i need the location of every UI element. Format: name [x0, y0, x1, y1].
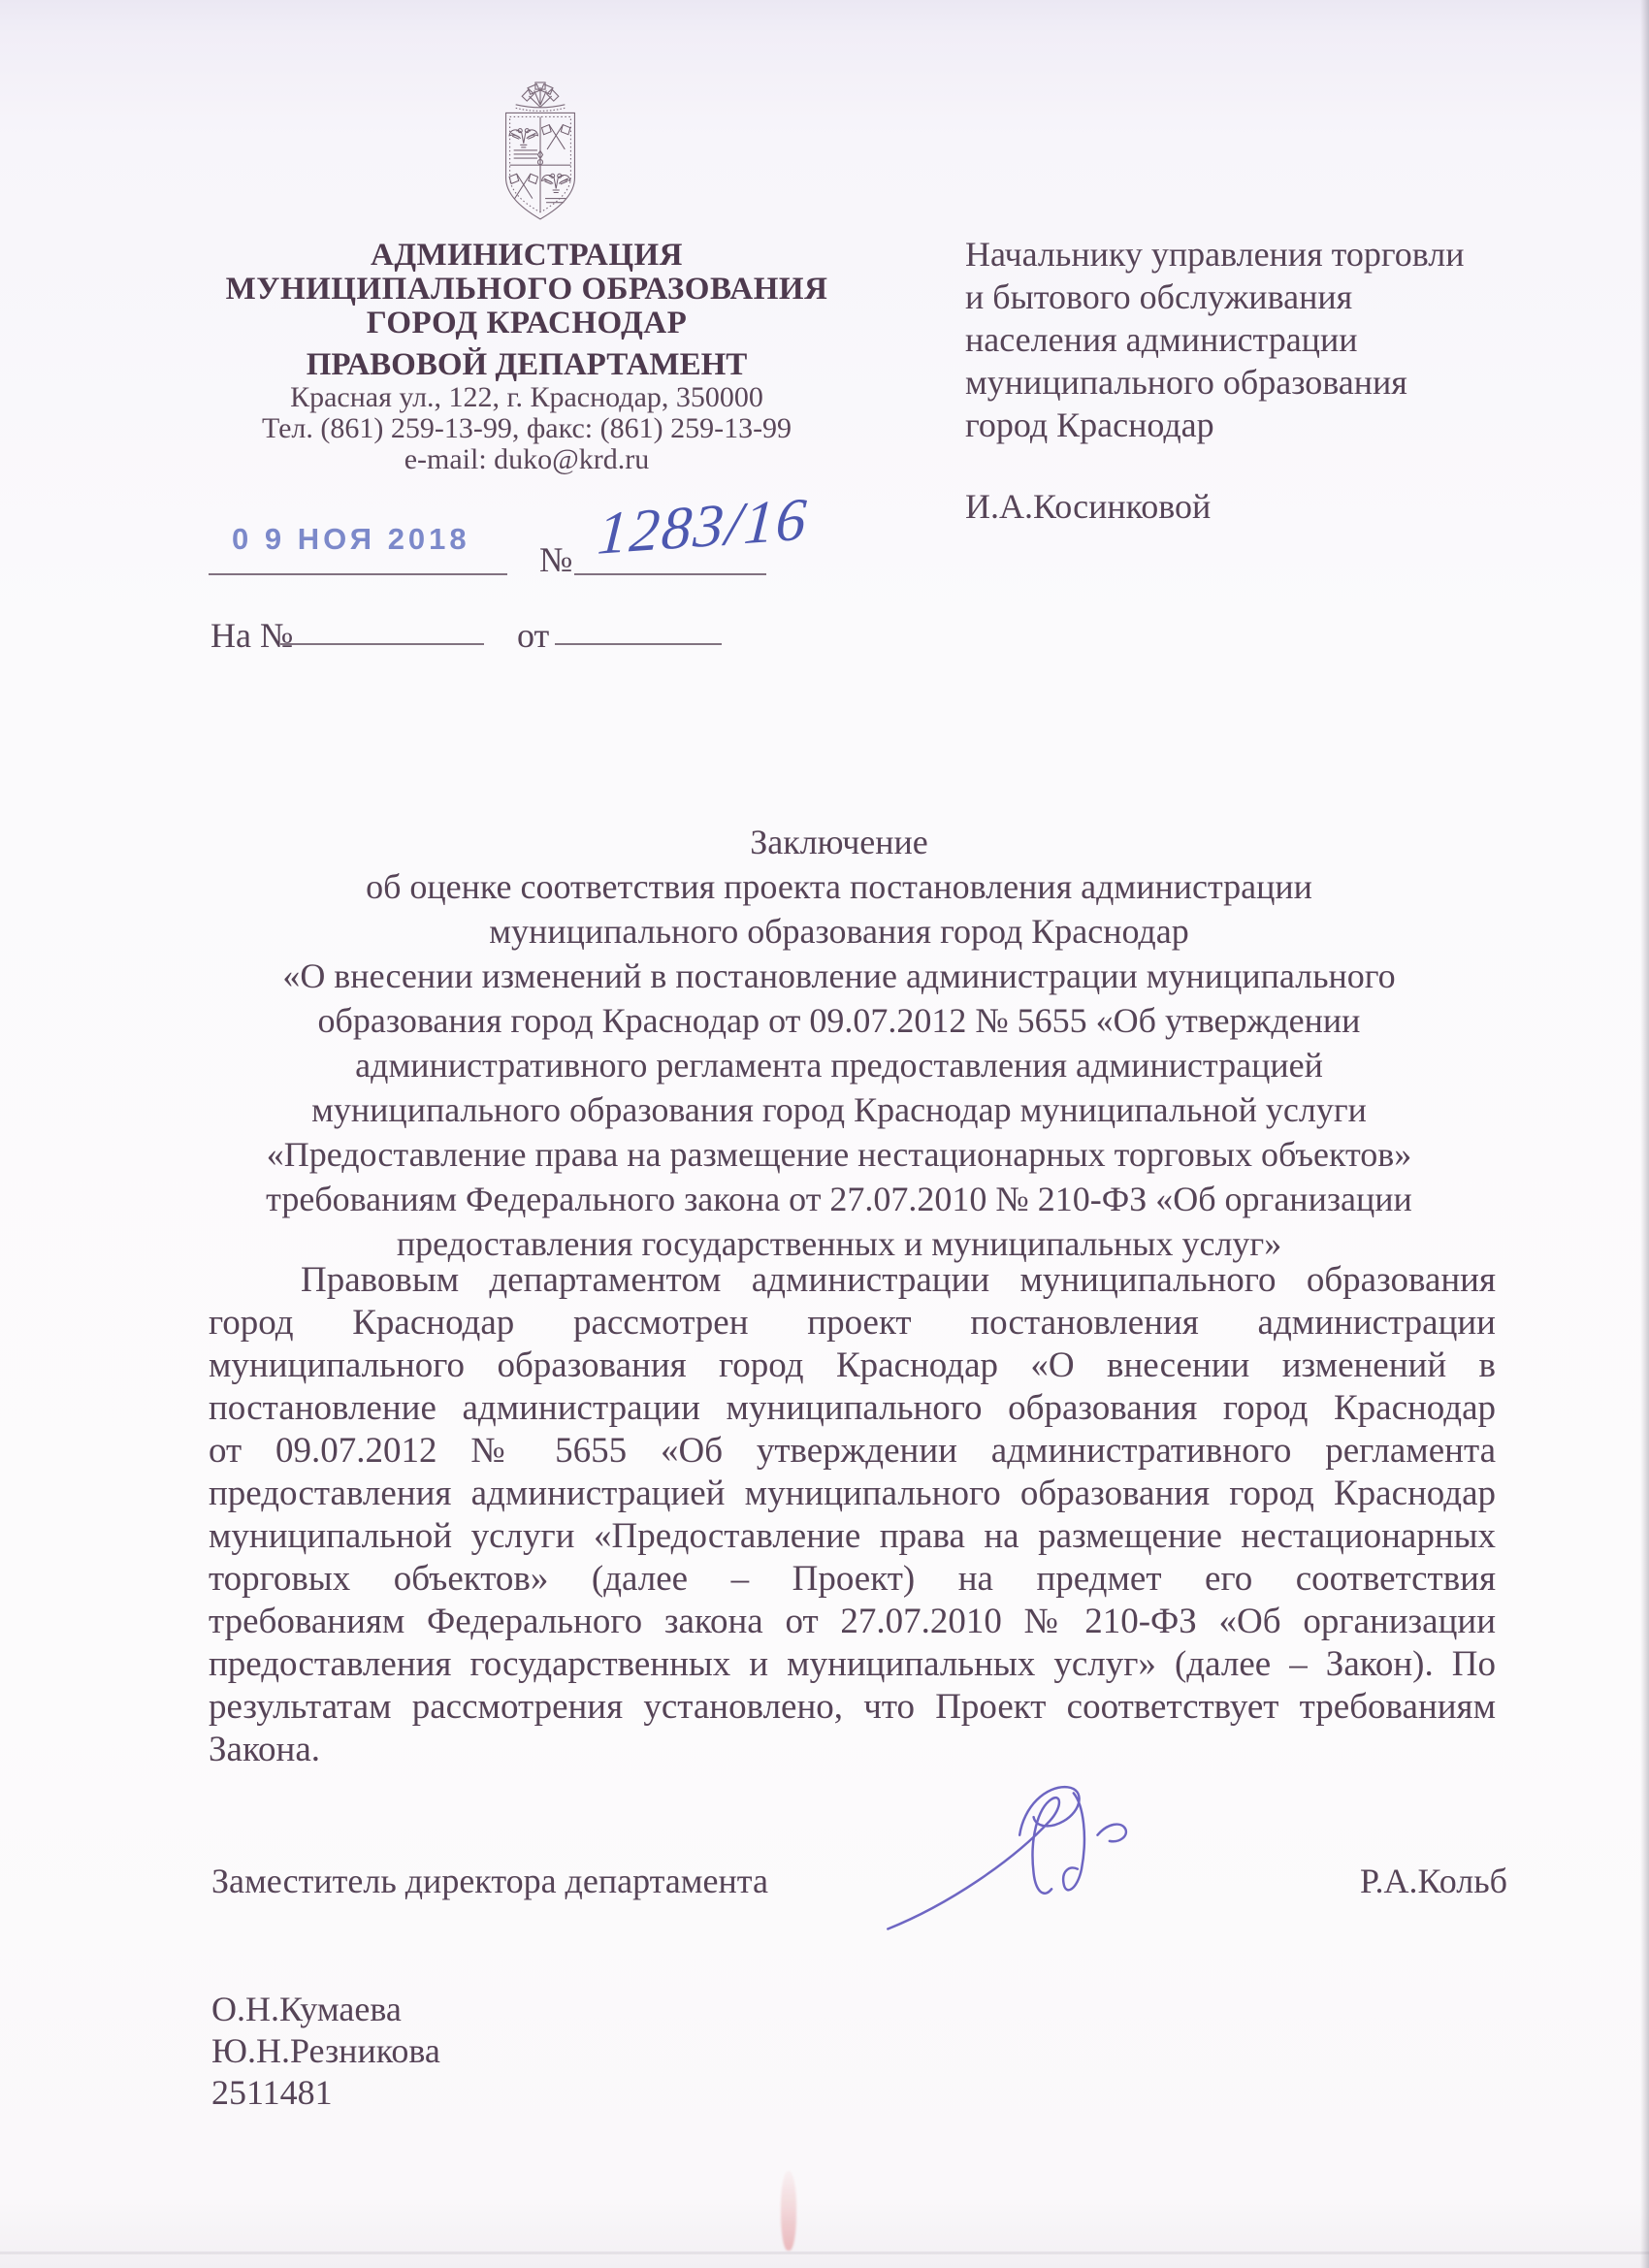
org-name-line1: АДМИНИСТРАЦИЯ — [371, 238, 683, 273]
reply-number-underline — [280, 643, 484, 645]
address-line: Красная ул., 122, г. Краснодар, 350000 — [290, 381, 763, 413]
recipient-line: населения администрации — [965, 320, 1358, 359]
document-title — [184, 820, 1494, 1266]
org-name-line2: МУНИЦИПАЛЬНОГО ОБРАЗОВАНИЯ — [225, 272, 828, 307]
coat-of-arms-emblem — [496, 81, 585, 229]
signatory-position: Заместитель директора департамента — [211, 1862, 768, 1900]
date-stamp: 0 9 НОЯ 2018 — [232, 522, 470, 556]
recipient-block — [965, 233, 1586, 528]
scan-bottom-edge — [0, 2252, 1649, 2254]
reply-date-underline — [555, 643, 722, 645]
reply-date-label: от — [517, 616, 550, 655]
recipient-name: И.А.Косинковой — [965, 487, 1212, 526]
scan-right-edge — [1640, 0, 1649, 2268]
recipient-line: и бытового обслуживания — [965, 277, 1353, 316]
recipient-line: Начальнику управления торговли — [965, 235, 1465, 274]
phone-fax-line: Тел. (861) 259-13-99, факс: (861) 259-13-99 — [261, 412, 792, 444]
title-line: «О внесении изменений в постановление администрации муниципального — [282, 956, 1396, 995]
title-line: об оценке соответствия проекта постановления администрации — [366, 867, 1312, 906]
number-underline — [574, 573, 766, 575]
signature-ink — [878, 1777, 1217, 1947]
recipient-line: город Краснодар — [965, 405, 1214, 444]
scan-red-smudge — [781, 2171, 796, 2251]
executor-name: О.Н.Кумаева — [211, 1990, 402, 2028]
executor-name: Ю.Н.Резникова — [211, 2031, 440, 2070]
org-name-line3: ГОРОД КРАСНОДАР — [366, 306, 688, 340]
number-label: № — [539, 540, 573, 579]
title-line: требованиям Федерального закона от 27.07.2010 № 210-ФЗ «Об организации — [266, 1180, 1412, 1218]
title-line: муниципального образования город Краснодар муниципальной услуги — [311, 1090, 1367, 1129]
department-name: ПРАВОВОЙ ДЕПАРТАМЕНТ — [306, 347, 748, 382]
title-line: Заключение — [750, 823, 928, 861]
title-line: предоставления государственных и муниципальных услуг» — [396, 1224, 1282, 1263]
outgoing-number-handwritten: 1283/16 — [595, 486, 811, 567]
executor-phone: 2511481 — [211, 2073, 333, 2112]
title-line: «Предоставление права на размещение нестационарных торговых объектов» — [266, 1135, 1412, 1174]
title-line: образования город Краснодар от 09.07.2012 № 5655 «Об утверждении — [317, 1001, 1361, 1040]
title-line: муниципального образования город Краснодар — [489, 912, 1189, 951]
signatory-name: Р.А.Кольб — [1360, 1862, 1507, 1900]
reply-number-label: На № — [210, 616, 294, 655]
executors-block — [211, 1989, 440, 2114]
title-line: административного регламента предоставления администрацией — [355, 1046, 1323, 1085]
body-paragraph: Правовым департаментом администрации муниципального образования город Краснодар рассмотрен проект постановления администрации муниципального образования город Краснодар «О внесении изменений в постановление администрации муниципального образования город Краснодар от 09.07.2012 № 5655 «Об утверждении административного регламента предоставления администрацией муниципального образования город Краснодар муниципальной услуги «Предоставление права на размещение нестационарных торговых объектов» (далее – Проект) на предмет его соответствия требованиям Федерального закона от 27.07.2010 № 210-ФЗ «Об организации предоставления государственных и муниципальных услуг» (далее – Закон). По результатам рассмотрения установлено, что Проект соответствует требованиям Закона. — [209, 1260, 1496, 1769]
date-underline — [209, 573, 507, 575]
recipient-line: муниципального образования — [965, 363, 1407, 402]
letterhead — [175, 239, 879, 475]
email-line: e-mail: duko@krd.ru — [404, 443, 650, 475]
